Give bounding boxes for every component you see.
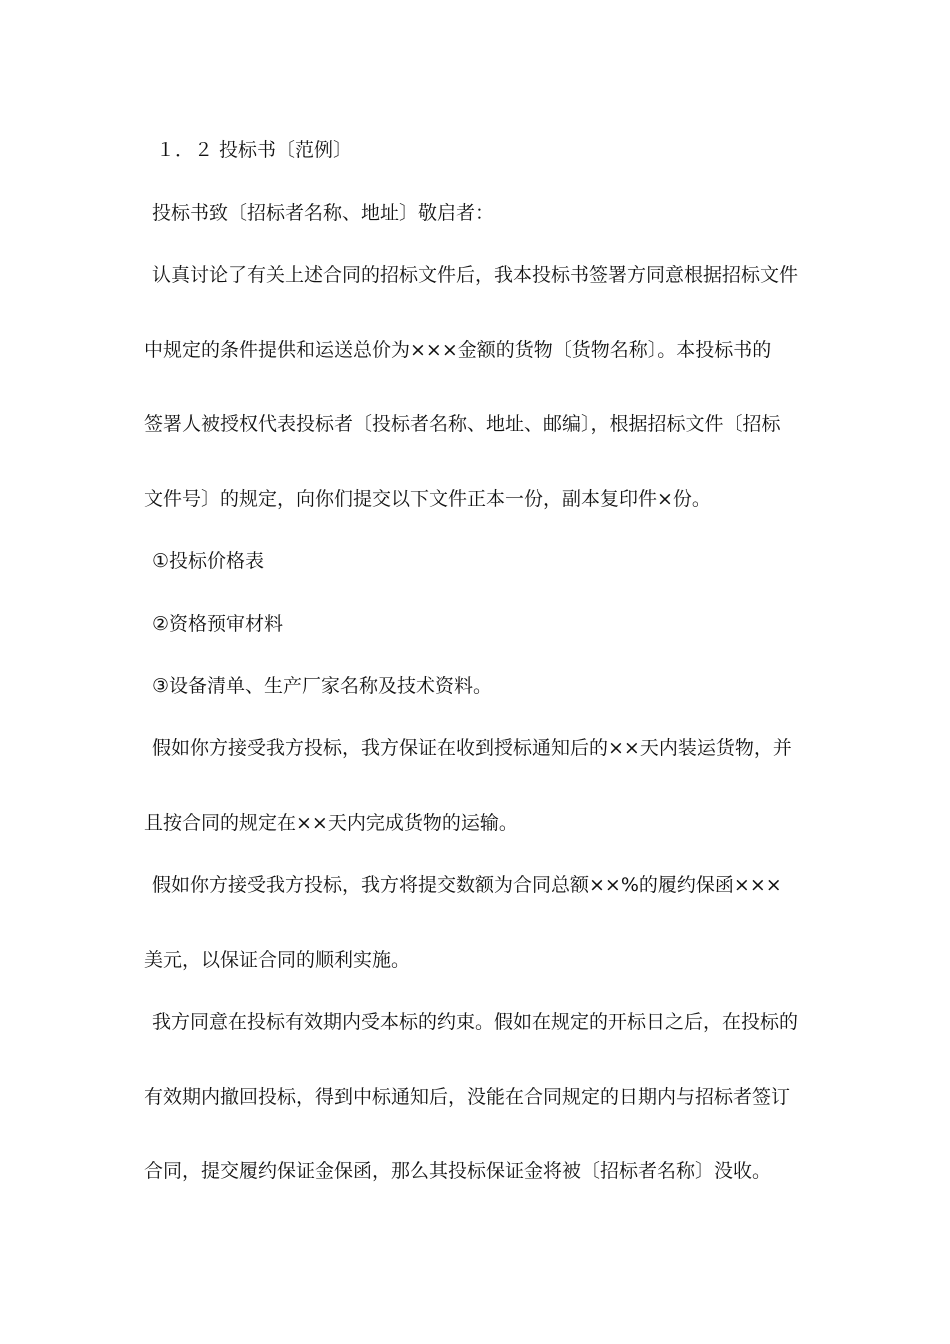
list-item-qualification: ②资格预审材料 <box>152 613 284 635</box>
paragraph2-line2: 且按合同的规定在××天内完成货物的运输。 <box>144 812 518 834</box>
paragraph2-line1: 假如你方接受我方投标，我方保证在收到授标通知后的××天内装运货物，并 <box>152 737 792 759</box>
paragraph4-line2: 有效期内撤回投标，得到中标通知后，没能在合同规定的日期内与招标者签订 <box>144 1086 791 1108</box>
salutation: 投标书致〔招标者名称、地址〕敬启者： <box>152 202 495 224</box>
paragraph3-line2: 美元，以保证合同的顺利实施。 <box>144 949 411 971</box>
paragraph4-line3: 合同，提交履约保证金保函，那么其投标保证金将被〔招标者名称〕没收。 <box>144 1160 772 1182</box>
paragraph1-line2: 中规定的条件提供和运送总价为×××金额的货物〔货物名称〕。本投标书的 <box>144 339 772 361</box>
list-item-price-table: ①投标价格表 <box>152 550 265 572</box>
paragraph1-line3: 签署人被授权代表投标者〔投标者名称、地址、邮编〕，根据招标文件〔招标 <box>144 413 781 435</box>
list-item-equipment: ③设备清单、生产厂家名称及技术资料。 <box>152 675 493 697</box>
paragraph1-line4: 文件号〕的规定，向你们提交以下文件正本一份，副本复印件×份。 <box>144 488 711 510</box>
paragraph4-line1: 我方同意在投标有效期内受本标的约束。假如在规定的开标日之后，在投标的 <box>152 1011 799 1033</box>
section-heading: １．２ 投标书〔范例〕 <box>156 139 353 161</box>
paragraph3-line1: 假如你方接受我方投标，我方将提交数额为合同总额××%的履约保函××× <box>152 874 782 896</box>
paragraph1-line1: 认真讨论了有关上述合同的招标文件后，我本投标书签署方同意根据招标文件 <box>152 264 799 286</box>
